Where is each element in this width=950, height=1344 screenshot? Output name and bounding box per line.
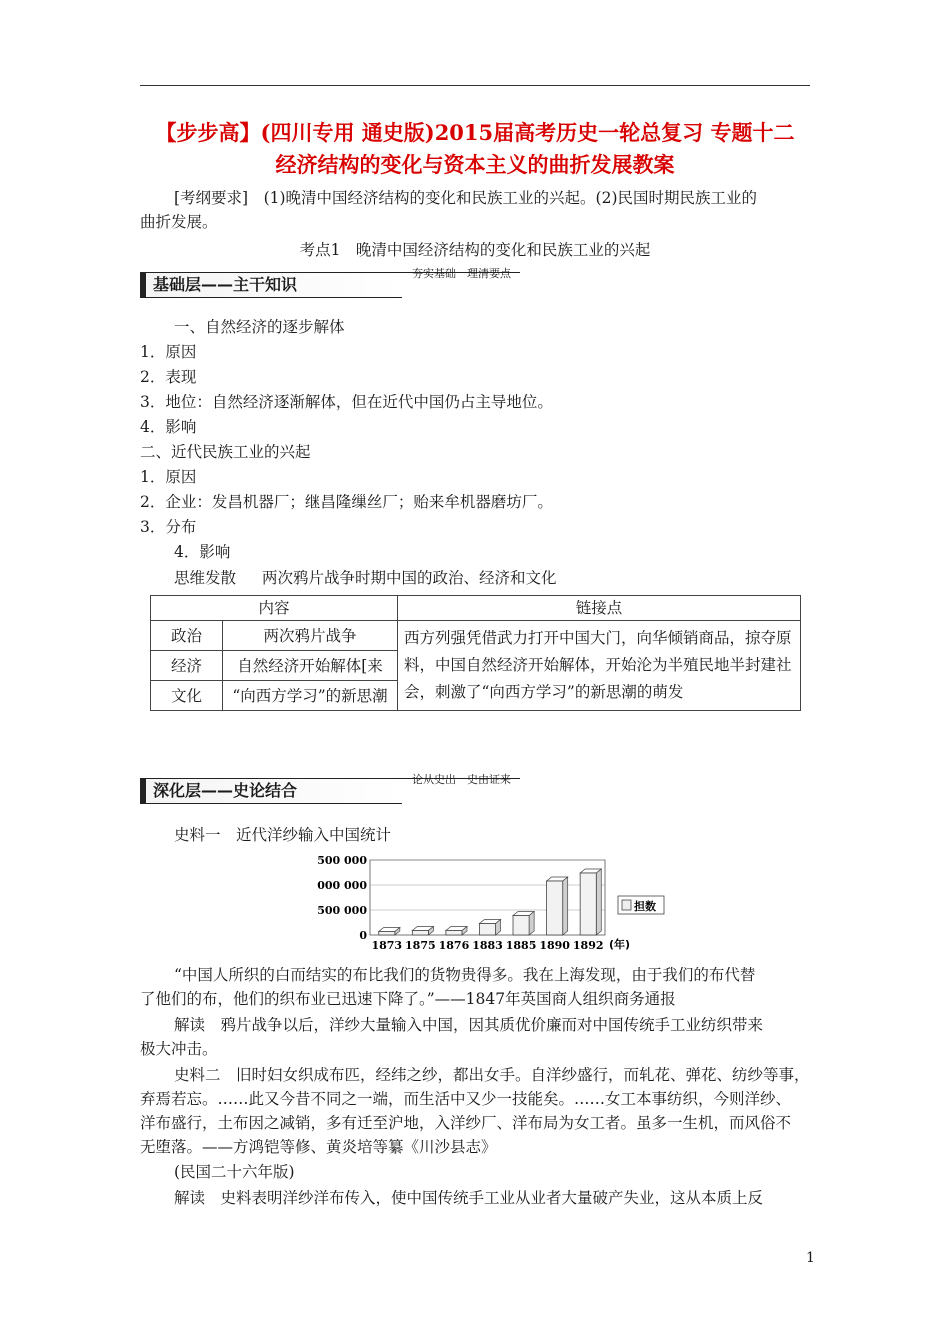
thinking-line: [140, 566, 810, 590]
x-tick-label: 1873: [371, 939, 403, 952]
outline-item: 3．分布: [140, 518, 197, 536]
kaodian-heading: 考点1 晚清中国经济结构的变化和民族工业的兴起: [299, 241, 651, 259]
x-tick-label: 1892: [572, 939, 604, 952]
source1-quote-line1: “中国人所织的白而结实的布比我们的货物贵得多。我在上海发现，由于我们的布代替: [174, 966, 756, 984]
header-content: 内容: [151, 596, 398, 621]
source2-line3: 洋布盛行，土布因之减销，多有迁至沪地，入洋纱厂、洋布局为女工者。虽多一生机，而风俗不: [140, 1114, 792, 1132]
requirements-line1: [考纲要求] (1)晚清中国经济结构的变化和民族工业的兴起。(2)民国时期民族工业的: [174, 189, 758, 207]
bar: [412, 931, 428, 936]
bar: [580, 873, 596, 935]
bar: [379, 932, 395, 936]
source2-line1: 史料二 旧时妇女织成布匹，经纬之纱，都出女手。自洋纱盛行，而轧花、弹花、纺纱等事，: [174, 1066, 810, 1084]
legend-label: 担数: [634, 900, 656, 913]
outline-item: 1．原因: [140, 343, 197, 361]
y-tick-label: 500 000: [317, 854, 367, 867]
bar: [446, 931, 462, 936]
source1-reading-line2: 极大冲击。: [140, 1040, 218, 1058]
source2-reading-line1: 解读 史料表明洋纱洋布传入，使中国传统手工业从业者大量破产失业，这从本质上反: [174, 1189, 764, 1207]
source2-line2: 弃焉若忘。……此又今昔不同之一端，而生活中又少一技能矣。……女工本事纺织，今则洋纱、: [140, 1090, 792, 1108]
x-tick-label: 1885: [505, 939, 537, 952]
link-point-text: 西方列强凭借武力打开中国大门，向华倾销商品，掠夺原料，中国自然经济开始解体，开始沦为半殖民地半封建社会，刺激了“向西方学习”的新思潮的萌发: [398, 621, 801, 711]
band-title: 深化层——史论结合: [140, 778, 402, 804]
bar: [547, 881, 563, 935]
doc-title-line2: 经济结构的变化与资本主义的曲折发展教案: [275, 152, 675, 177]
row-key: 文化: [151, 681, 223, 711]
x-tick-label: 1883: [472, 939, 503, 952]
y-tick-label: 500 000: [317, 904, 367, 917]
bar-side: [529, 912, 534, 936]
source1-reading-line1: 解读 鸦片战争以后，洋纱大量输入中国，因其质优价廉而对中国传统手工业纺织带来: [174, 1016, 764, 1034]
outline-item: 1．原因: [140, 468, 197, 486]
x-tick-label: 1875: [405, 939, 436, 952]
requirements-line2: 曲折发展。: [140, 213, 218, 231]
top-rule: [140, 85, 810, 86]
legend-swatch: [622, 900, 631, 910]
source1-heading: 史料一 近代洋纱输入中国统计: [174, 826, 392, 844]
bar: [513, 916, 529, 936]
band-tag: 论从史出 史由证来: [412, 773, 511, 786]
outline-item: 一、自然经济的逐步解体: [174, 318, 345, 336]
band-tag: 夯实基础 理清要点: [412, 267, 511, 280]
doc-title-line1: 【步步高】(四川专用 通史版)2015届高考历史一轮总复习 专题十二: [155, 120, 795, 145]
row-value: 自然经济开始解体[来: [223, 651, 398, 681]
outline-item: 二、近代民族工业的兴起: [140, 443, 311, 461]
table-row: [151, 621, 801, 651]
source1-quote-line2: 了他们的布，他们的织布业已迅速下降了。”——1847年英国商人组织商务通报: [140, 990, 676, 1008]
table-header-row: [151, 596, 801, 621]
row-value: 两次鸦片战争: [223, 621, 398, 651]
row-key: 经济: [151, 651, 223, 681]
outline-item: 3．地位：自然经济逐渐解体，但在近代中国仍占主导地位。: [140, 393, 553, 411]
x-tick-label: 1876: [438, 939, 470, 952]
y-tick-label: 0: [359, 929, 367, 942]
bar-side: [596, 869, 601, 935]
yarn-import-chart: [300, 850, 680, 955]
header-link: 链接点: [398, 596, 801, 621]
bar: [479, 924, 495, 936]
band-title: 基础层——主干知识: [140, 272, 402, 298]
source2-edition: (民国二十六年版): [174, 1163, 295, 1181]
y-tick-label: 000 000: [317, 879, 367, 892]
outline-item: 4．影响: [140, 418, 197, 436]
thinking-label: 思维发散: [174, 569, 237, 587]
row-value: “向西方学习”的新思潮: [223, 681, 398, 711]
summary-table: [150, 595, 801, 711]
page-number: 1: [806, 1250, 815, 1266]
row-key: 政治: [151, 621, 223, 651]
outline-item: 4．影响: [174, 543, 231, 561]
thinking-text: 两次鸦片战争时期中国的政治、经济和文化: [262, 569, 557, 587]
x-axis-unit: (年): [609, 938, 631, 951]
outline-item: 2．企业：发昌机器厂；继昌隆缫丝厂；贻来牟机器磨坊厂。: [140, 493, 553, 511]
source2-line4: 无堕落。——方鸿铠等修、黄炎培等纂《川沙县志》: [140, 1138, 497, 1156]
bar-side: [563, 877, 568, 935]
x-tick-label: 1890: [539, 939, 570, 952]
outline-item: 2．表现: [140, 368, 197, 386]
